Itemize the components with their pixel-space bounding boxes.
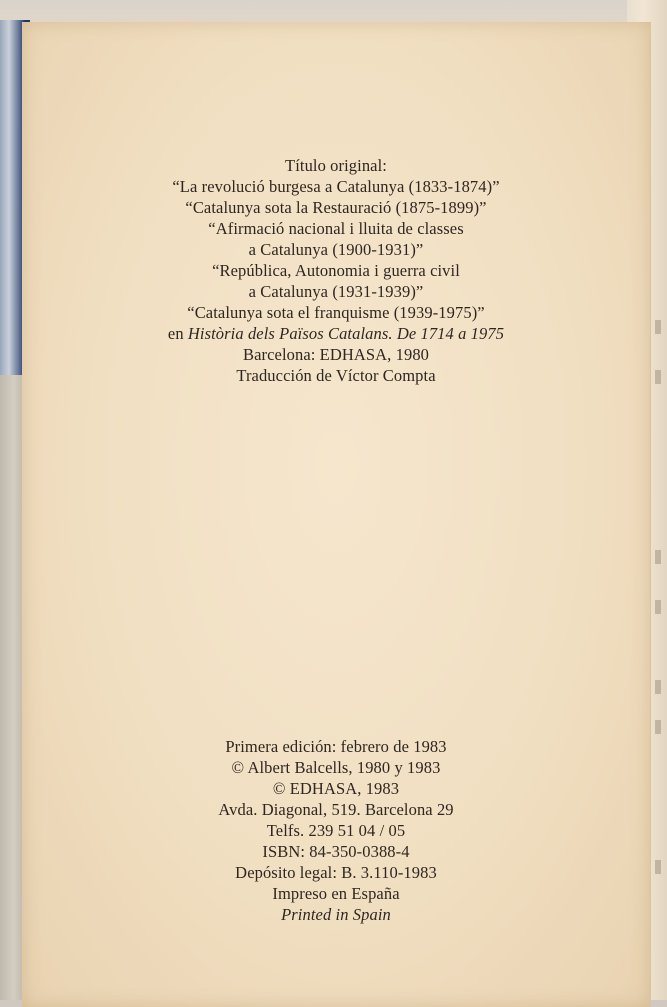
original-title-block (22, 155, 650, 386)
publisher-copyright-line: © EDHASA, 1983 (272, 779, 400, 798)
printed-in-spain-en: Printed in Spain (281, 905, 391, 924)
original-title-heading: Título original: (285, 156, 387, 175)
phone-line: Telfs. 239 51 04 / 05 (266, 821, 406, 840)
publisher-address-line: Avda. Diagonal, 519. Barcelona 29 (218, 800, 454, 819)
source-work-line (22, 323, 650, 344)
original-title-line: “Catalunya sota la Restauració (1875-1899)” (185, 198, 487, 217)
original-title-line: a Catalunya (1900-1931)” (248, 240, 424, 259)
source-prefix: en (167, 324, 188, 343)
colophon-block (22, 736, 650, 925)
book-page (22, 22, 651, 1007)
original-title-line: “Afirmació nacional i lluita de classes (208, 219, 464, 238)
translator-line: Traducción de Víctor Compta (236, 366, 436, 385)
original-publisher-line: Barcelona: EDHASA, 1980 (242, 345, 430, 364)
original-title-line: “República, Autonomia i guerra civil (212, 261, 460, 280)
printed-in-spain-es: Impreso en España (272, 884, 400, 903)
next-page-edge (647, 300, 661, 950)
edition-line: Primera edición: febrero de 1983 (225, 737, 447, 756)
original-title-line: a Catalunya (1931-1939)” (248, 282, 424, 301)
original-title-line: “La revolució burgesa a Catalunya (1833-1874)” (172, 177, 500, 196)
isbn-line: ISBN: 84-350-0388-4 (262, 842, 410, 861)
legal-deposit-line: Depósito legal: B. 3.110-1983 (235, 863, 437, 882)
author-copyright-line: © Albert Balcells, 1980 y 1983 (231, 758, 441, 777)
original-title-line: “Catalunya sota el franquisme (1939-1975)” (187, 303, 485, 322)
source-work-title: Història dels Països Catalans. De 1714 a 1975 (187, 324, 505, 343)
